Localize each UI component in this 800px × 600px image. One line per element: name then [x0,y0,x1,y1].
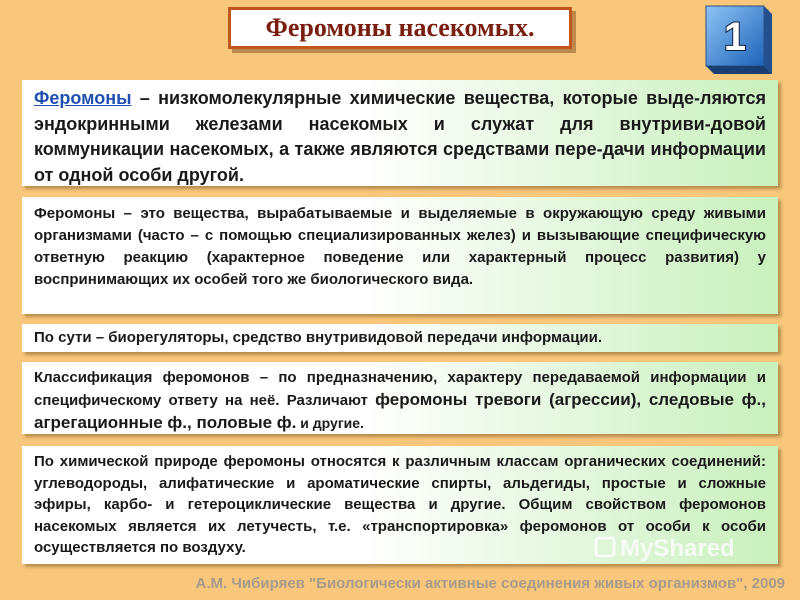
general-text: Феромоны – это вещества, вырабатываемые и выделяемые в окружающую среду живыми организмами (часто – с помощью специализированных желез) и вызывающие специфическую ответную реакцию (характерное поведение или характерный процесс развития) у воспринимающих их особей того же биологического вида. [34,205,766,288]
page-title: Феромоны насекомых. [265,13,535,42]
footer-citation: А.М. Чибиряев "Биологически активные соединения живых организмов", 2009 [195,575,785,592]
classification-panel [22,362,778,434]
essence-text: По сути – биорегуляторы, средство внутривидовой передачи информации. [34,329,603,346]
watermark-logo [592,532,768,566]
watermark-text: MyShared [620,535,735,562]
slide-number-badge [702,4,774,76]
definition-panel [22,80,778,186]
definition-text: – низкомолекулярные химические вещества, которые выде-ляются эндокринными железами насекомых и служат для внутриви-довой коммуникации насекомых, а также являются средствами пере-дачи информации от одной особи другой. [34,88,766,185]
classification-text: Классификация феромонов – по предназначению, характеру передаваемой информации и специфическому ответу на неё. Различают [34,369,766,409]
classification-types: феромоны тревоги (агрессии), следовые ф., агрегационные ф., половые ф. [34,390,766,432]
title-box [228,7,572,49]
pheromones-term-link[interactable]: Феромоны [34,88,132,108]
general-panel [22,197,778,314]
slide-number-text: 1 [723,15,747,59]
chemistry-text: По химической природе феромоны относятся к различным классам органических соединений: углеводороды, алифатические и ароматические спирты, альдегиды, простые и сложные эфиры, карбо- и гетероциклические вещества и другие. Общим свойством феромонов насекомых является их летучесть, т.е. «транспортировка» феромонов от особи к особи осуществляется по воздуху. [34,453,766,556]
essence-panel [22,324,778,352]
classification-tail: и другие. [296,415,364,431]
